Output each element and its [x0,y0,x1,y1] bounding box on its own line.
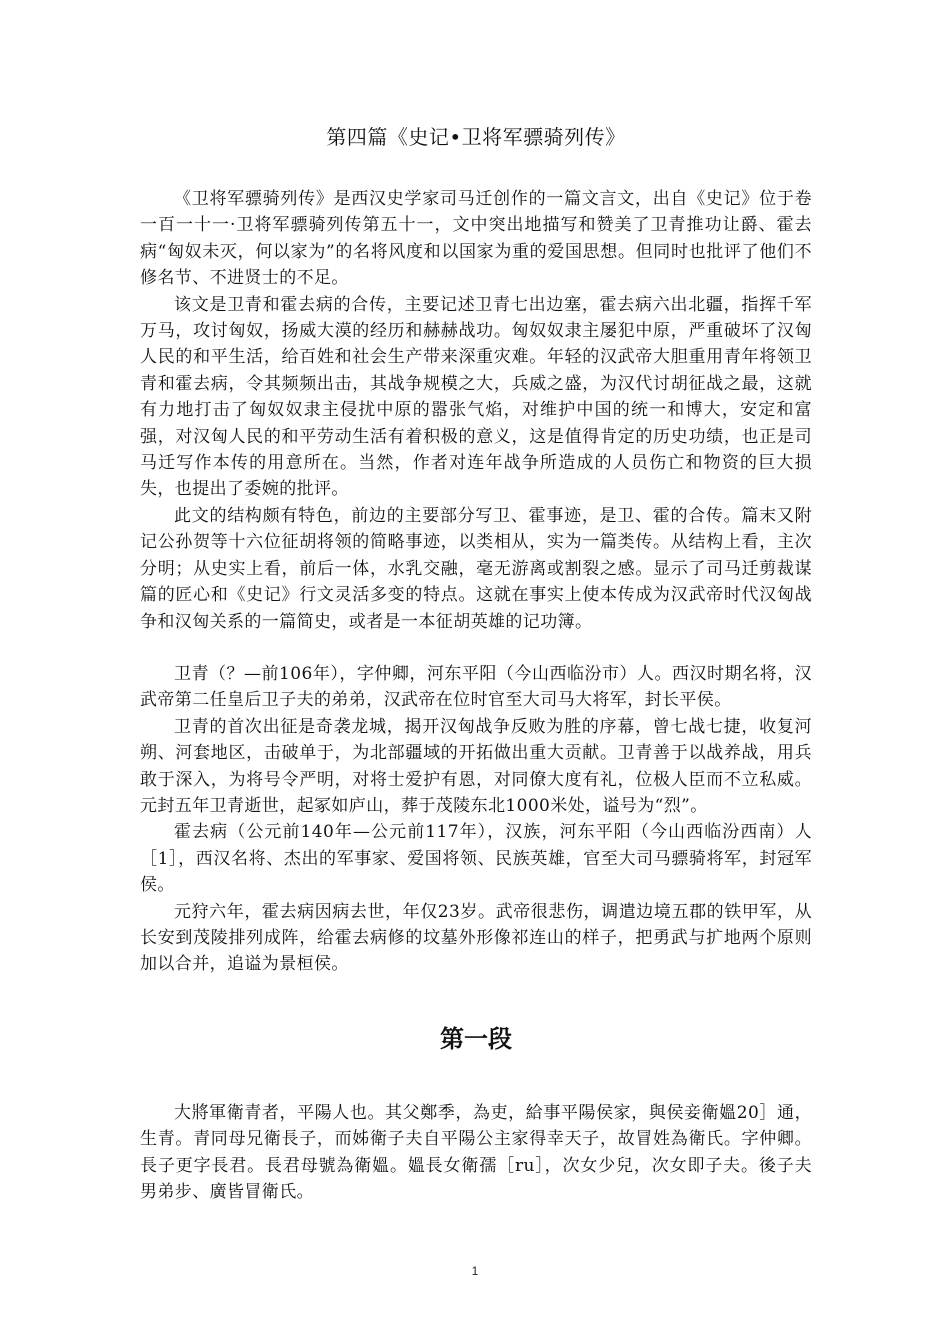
page-content [140,122,812,1205]
document-title: 第四篇《史记•卫将军骠骑列传》 [326,125,626,149]
classical-paragraph: 大將軍衛青者，平陽人也。其父鄭季，為吏，給事平陽侯家，與侯妾衛媼20］通，生青。青同母兄衛長子，而姊衛子夫自平陽公主家得幸天子，故冒姓為衛氏。字仲卿。長子更字長君。長君母號為衛媼。媼長女衛孺［ru］，次女少兒，次女即子夫。後子夫男弟步、廣皆冒衛氏。 [140,1102,812,1202]
intro-section [140,186,812,635]
intro-paragraph: 此文的结构颇有特色，前边的主要部分写卫、霍事迹，是卫、霍的合传。篇末又附记公孙贺等十六位征胡将领的简略事迹，以类相从，实为一篇类传。从结构上看，主次分明；从史实上看，前后一体，水乳交融，毫无游离或割裂之感。显示了司马迁剪裁谋篇的匠心和《史记》行文灵活多变的特点。这就在事实上使本传成为汉武帝时代汉匈战争和汉匈关系的一篇简史，或者是一本征胡英雄的记功簿。 [140,505,812,632]
section-heading: 第一段 [440,1024,512,1053]
page-number: 1 [471,1264,479,1278]
bio-paragraph: 霍去病（公元前140年—公元前117年），汉族，河东平阳（今山西临汾西南）人［1］，西汉名将、杰出的军事家、爱国将领、民族英雄，官至大司马骠骑将军，封冠军侯。 [140,822,812,896]
intro-paragraph: 《卫将军骠骑列传》是西汉史学家司马迁创作的一篇文言文，出自《史记》位于卷一百一十一·卫将军骠骑列传第五十一，文中突出地描写和赞美了卫青推功让爵、霍去病“匈奴未灭，何以家为”的名将风度和以国家为重的爱国思想。但同时也批评了他们不修名节、不进贤士的不足。 [140,189,812,289]
paragraph-spacer [140,635,812,661]
classical-text-section [140,1100,812,1206]
bio-paragraph: 卫青的首次出征是奇袭龙城，揭开汉匈战争反败为胜的序幕，曾七战七捷，收复河朔、河套地区，击破单于，为北部疆域的开拓做出重大贡献。卫青善于以战养战，用兵敢于深入，为将号令严明，对将士爱护有恩，对同僚大度有礼，位极人臣而不立私威。元封五年卫青逝世，起冢如庐山，葬于茂陵东北1000米处，谥号为“烈”。 [140,716,812,816]
biography-section [140,661,812,978]
bio-paragraph: 元狩六年，霍去病因病去世，年仅23岁。武帝很悲伤，调遣边境五郡的铁甲军，从长安到茂陵排列成阵，给霍去病修的坟墓外形像祁连山的样子，把勇武与扩地两个原则加以合并，追谥为景桓侯。 [140,901,812,975]
intro-paragraph: 该文是卫青和霍去病的合传，主要记述卫青七出边塞，霍去病六出北疆，指挥千军万马，攻讨匈奴，扬威大漠的经历和赫赫战功。匈奴奴隶主屡犯中原，严重破坏了汉匈人民的和平生活，给百姓和社会生产带来深重灾难。年轻的汉武帝大胆重用青年将领卫青和霍去病，令其频频出击，其战争规模之大，兵威之盛，为汉代讨胡征战之最，这就有力地打击了匈奴奴隶主侵扰中原的嚣张气焰，对维护中国的统一和博大，安定和富强，对汉匈人民的和平劳动生活有着积极的意义，这是值得肯定的历史功绩，也正是司马迁写作本传的用意所在。当然，作者对连年战争所造成的人员伤亡和物资的巨大损失，也提出了委婉的批评。 [140,294,812,500]
bio-paragraph: 卫青（？—前106年），字仲卿，河东平阳（今山西临汾市）人。西汉时期名将，汉武帝第二任皇后卫子夫的弟弟，汉武帝在位时官至大司马大将军，封长平侯。 [140,663,812,711]
